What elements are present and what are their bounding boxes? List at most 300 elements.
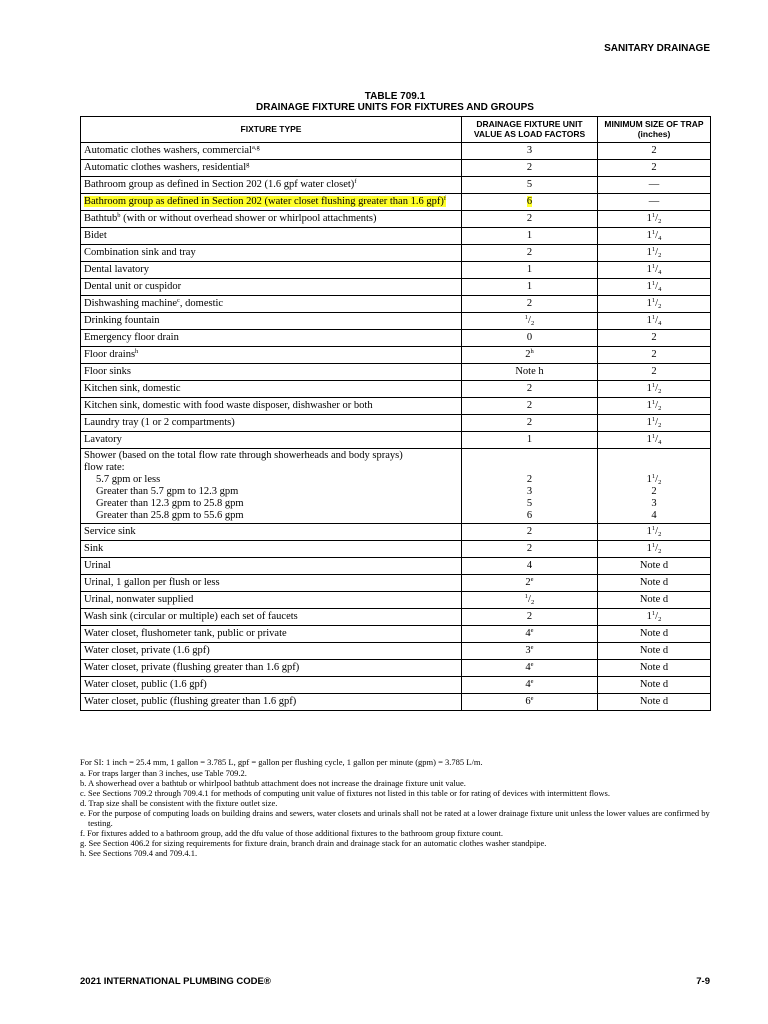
fixture-name: Automatic clothes washers, residential: [84, 162, 247, 173]
footnote-marker: e: [530, 661, 534, 668]
dfu-value: 4: [525, 679, 531, 690]
shower-flow-range: Greater than 25.8 gpm to 55.6 gpm: [96, 510, 244, 521]
trap-size-cell: $1^1/_2$: [598, 415, 711, 432]
footnote: d. Trap size shall be consistent with the fixture outlet size.: [80, 798, 278, 808]
fixture-type-cell: [81, 245, 462, 262]
table-row: [81, 296, 711, 313]
fraction-denominator: 4: [658, 269, 662, 276]
dfu-value: 6: [525, 696, 531, 707]
shower-flow-range: 5.7 gpm or less: [96, 474, 161, 485]
fraction-numerator: 1: [651, 610, 656, 617]
trap-size: 3: [651, 498, 657, 509]
dfu-value-cell: [462, 694, 598, 711]
trap-size-cell: $1^1/_2$: [598, 524, 711, 541]
trap-size-cell: $1^1/_2$: [598, 381, 711, 398]
fixture-type-cell: [81, 694, 462, 711]
dfu-value-cell: [462, 524, 598, 541]
table-row: [81, 228, 711, 245]
whole-number: 1: [646, 298, 652, 309]
footnote: g. See Section 406.2 for sizing requirements for fixture drain, branch drain and drainage stack for an automatic clothes washer standpipe.: [80, 838, 547, 848]
dfu-value-cell: [462, 609, 598, 626]
dfu-value-cell: [462, 432, 598, 449]
fixture-name: Water closet, private (flushing greater than 1.6 gpf): [84, 662, 300, 673]
fixture-name: Kitchen sink, domestic: [84, 383, 181, 394]
trap-size: Note d: [639, 560, 669, 571]
fixture-name: Water closet, private (1.6 gpf): [84, 645, 210, 656]
trap-size: 2: [651, 349, 657, 360]
dfu-value-cell: [462, 415, 598, 432]
footnote-marker: f: [354, 178, 357, 185]
fixture-name: Bathroom group as defined in Section 202 (1.6 gpf water closet): [84, 179, 355, 190]
fixture-type-cell: [81, 415, 462, 432]
table-row: [81, 347, 711, 364]
fixture-name: Dental lavatory: [84, 264, 150, 275]
shower-flow-rate-label: flow rate:: [84, 462, 125, 473]
fixture-name: Combination sink and tray: [84, 247, 196, 258]
dfu-value: 1: [526, 264, 533, 275]
fixture-name: Wash sink (circular or multiple) each set of faucets: [84, 611, 298, 622]
si-conversion-note: For SI: 1 inch = 25.4 mm, 1 gallon = 3.785 L, gpf = gallon per flushing cycle, 1 gallon per minute (gpm) = 3.785 L/m.: [80, 757, 483, 767]
whole-number: 1: [646, 434, 652, 445]
dfu-value: 2: [526, 400, 533, 411]
shower-dfu-line: [465, 498, 594, 510]
fraction-numerator: 1: [651, 473, 656, 480]
table-row: [81, 381, 711, 398]
whole-number: 1: [646, 474, 652, 485]
fixture-name: Lavatory: [84, 434, 122, 445]
dfu-value: 5: [526, 179, 533, 190]
spacer: [601, 450, 707, 462]
dfu-value: 5: [526, 498, 533, 509]
fixture-type-cell: [81, 660, 462, 677]
fraction-numerator: 1: [651, 229, 656, 236]
fixture-type-cell: [81, 262, 462, 279]
trap-size-cell: $1^1/_4$: [598, 228, 711, 245]
fraction-denominator: 2: [658, 303, 662, 310]
shower-trap-line: [601, 510, 707, 522]
fixture-type-cell: [81, 330, 462, 347]
trap-size: 2: [651, 332, 657, 343]
trap-size-cell: [598, 347, 711, 364]
footnote-list: [80, 768, 720, 858]
footnote: c. See Sections 709.2 through 709.4.1 for methods of computing unit value of fixtures not listed in this table or for rating of devices with intermittent flows.: [80, 788, 610, 798]
table-row: [81, 558, 711, 575]
highlighted-value: [527, 196, 532, 207]
dfu-value-cell: [462, 677, 598, 694]
fixture-type-cell: [81, 558, 462, 575]
fixture-type-cell: [81, 432, 462, 449]
trap-size: 4: [651, 510, 657, 521]
fixture-name: Automatic clothes washers, commercial: [84, 145, 252, 156]
footnote-marker: c: [177, 297, 180, 304]
dfu-value: 6: [526, 196, 533, 207]
fixture-name: Water closet, public (flushing greater than 1.6 gpf): [84, 696, 297, 707]
fraction-denominator: 2: [658, 405, 662, 412]
trap-size-cell: $1^1/_4$: [598, 432, 711, 449]
dfu-value-cell: [462, 194, 598, 211]
fixture-name: Bathtub: [84, 213, 118, 224]
fraction-denominator: 2: [658, 548, 662, 555]
dfu-value-cell: [462, 643, 598, 660]
fraction-numerator: 1: [651, 399, 656, 406]
dfu-value: 2: [526, 526, 533, 537]
trap-size-cell: $1^1/_4$: [598, 279, 711, 296]
trap-size: 2: [651, 366, 657, 377]
dfu-value-cell: [462, 347, 598, 364]
trap-size-cell: [598, 558, 711, 575]
dfu-value: 3: [526, 145, 533, 156]
dfu-value-cell: [462, 262, 598, 279]
whole-number: 1: [646, 383, 652, 394]
fraction-denominator: 2: [530, 320, 535, 327]
spacer: [465, 462, 594, 474]
trap-size: Note d: [639, 628, 669, 639]
table-row: [81, 609, 711, 626]
table-row: [81, 592, 711, 609]
dfu-value: Note h: [515, 366, 544, 377]
dfu-value-cell: $^1/_2$: [462, 592, 598, 609]
footnote: f. For fixtures added to a bathroom group, add the dfu value of those additional fixtures to the bathroom group fixture count.: [80, 828, 504, 838]
shower-dfu-line: [465, 486, 594, 498]
footnote-marker: a,g: [251, 144, 260, 151]
footnote: h. See Sections 709.4 and 709.4.1.: [80, 848, 198, 858]
dfu-value: 3: [525, 645, 531, 656]
fixture-type-cell: [81, 677, 462, 694]
fixture-type-cell: [81, 609, 462, 626]
fraction-denominator: 2: [658, 616, 662, 623]
fraction-denominator: 2: [530, 599, 535, 606]
fraction-numerator: 1: [651, 314, 656, 321]
shower-fixture-cell: [81, 449, 462, 524]
fixture-type-cell: [81, 398, 462, 415]
trap-size: Note d: [639, 696, 669, 707]
trap-size-cell: [598, 626, 711, 643]
fixture-type-cell: [81, 592, 462, 609]
trap-size: Note d: [639, 594, 669, 605]
dfu-value: 2: [526, 383, 533, 394]
trap-size-cell: $1^1/_2$: [598, 245, 711, 262]
fixture-type-cell: [81, 296, 462, 313]
fixture-type-cell: [81, 313, 462, 330]
table-row: [81, 245, 711, 262]
footer-title: 2021 INTERNATIONAL PLUMBING CODE®: [80, 976, 271, 987]
trap-size-cell: $1^1/_2$: [598, 541, 711, 558]
trap-size-cell: [598, 643, 711, 660]
table-row: [81, 364, 711, 381]
fixture-type-cell: [81, 279, 462, 296]
trap-size: 2: [651, 486, 657, 497]
footnote-marker: e: [530, 576, 534, 583]
dfu-value: 2: [526, 417, 533, 428]
fixture-type-cell: [81, 211, 462, 228]
shower-trap-line: $1^1/_2$: [646, 473, 662, 486]
table-row: [81, 694, 711, 711]
dfu-value: 0: [526, 332, 533, 343]
fraction-numerator: 1: [651, 246, 656, 253]
trap-size: Note d: [639, 645, 669, 656]
fixture-name: Urinal: [84, 560, 111, 571]
fixture-name: Laundry tray (1 or 2 compartments): [84, 417, 235, 428]
fraction-denominator: 4: [658, 439, 662, 446]
dfu-value: 3: [526, 486, 533, 497]
footnotes: [80, 757, 720, 858]
whole-number: 1: [646, 264, 652, 275]
whole-number: 1: [646, 417, 652, 428]
fraction-denominator: 2: [658, 252, 662, 259]
dfu-value-cell: [462, 279, 598, 296]
dfu-value-cell: [462, 330, 598, 347]
trap-size-cell: [598, 592, 711, 609]
trap-size-cell: [598, 160, 711, 177]
fixture-type-cell: [81, 160, 462, 177]
trap-size-cell: $1^1/_2$: [598, 296, 711, 313]
fixture-type-cell: [81, 364, 462, 381]
fraction-denominator: 2: [658, 388, 662, 395]
dfu-value-cell: [462, 143, 598, 160]
dfu-value-cell: [462, 245, 598, 262]
table-body: [81, 143, 711, 711]
section-header: SANITARY DRAINAGE: [604, 43, 710, 54]
table-title: DRAINAGE FIXTURE UNITS FOR FIXTURES AND GROUPS: [256, 102, 534, 113]
table-row: [81, 279, 711, 296]
table-row: [81, 677, 711, 694]
fixture-name: Floor drains: [84, 349, 136, 360]
trap-size-cell: $1^1/_2$: [598, 398, 711, 415]
fixture-type-cell: [81, 626, 462, 643]
table-row: [81, 432, 711, 449]
fixture-name: Dishwashing machine: [84, 298, 178, 309]
dfu-value: 2: [525, 349, 531, 360]
fixture-type-cell: [81, 228, 462, 245]
table-row: [81, 643, 711, 660]
fixture-name-rest: , domestic: [179, 298, 224, 309]
fixture-name: Bidet: [84, 230, 107, 241]
dfu-value-cell: [462, 228, 598, 245]
dfu-value: 2: [526, 611, 533, 622]
fraction-numerator: 1: [651, 416, 656, 423]
fixture-name: Service sink: [84, 526, 136, 537]
footnote-marker: e: [530, 627, 534, 634]
dfu-value-cell: [462, 296, 598, 313]
dfu-value-cell: [462, 660, 598, 677]
fixture-name: Dental unit or cuspidor: [84, 281, 182, 292]
dfu-value: 6: [526, 510, 533, 521]
whole-number: 1: [646, 526, 652, 537]
table-row: [81, 313, 711, 330]
shower-row: [81, 449, 711, 524]
fraction-denominator: 2: [658, 531, 662, 538]
dfu-value-cell: [462, 541, 598, 558]
fixture-type-cell: [81, 575, 462, 592]
footnote-marker: e: [530, 695, 534, 702]
table-row: [81, 160, 711, 177]
drainage-fixture-units-table: [80, 116, 711, 711]
fixture-type-cell: [81, 194, 462, 211]
fixture-type-cell: [81, 143, 462, 160]
spacer: [465, 450, 594, 462]
whole-number: 1: [646, 281, 652, 292]
fixture-name: Kitchen sink, domestic with food waste disposer, dishwasher or both: [84, 400, 373, 411]
dfu-value-cell: [462, 558, 598, 575]
table-header-row: [81, 117, 711, 143]
fixture-type-cell: [81, 524, 462, 541]
whole-number: 1: [646, 315, 652, 326]
shower-flow-range: Greater than 12.3 gpm to 25.8 gpm: [96, 498, 244, 509]
footnote-marker: b: [117, 212, 121, 219]
dfu-value: 1: [526, 230, 533, 241]
table-row: [81, 415, 711, 432]
trap-size-cell: [598, 575, 711, 592]
table-row: [81, 194, 711, 211]
trap-size-cell: [598, 694, 711, 711]
table-row: [81, 626, 711, 643]
trap-size: Note d: [639, 662, 669, 673]
fixture-name: Urinal, 1 gallon per flush or less: [84, 577, 220, 588]
fixture-name: Bathroom group as defined in Section 202 (water closet flushing greater than 1.6 gpf): [84, 196, 444, 207]
trap-size-cell: [598, 677, 711, 694]
whole-number: 1: [646, 213, 652, 224]
dfu-value-cell: [462, 160, 598, 177]
fixture-name: Water closet, flushometer tank, public or private: [84, 628, 287, 639]
dfu-value-cell: $^1/_2$: [462, 313, 598, 330]
table-row: [81, 524, 711, 541]
shower-dfu-line: [465, 474, 594, 486]
trap-size-cell: $1^1/_4$: [598, 313, 711, 330]
fixture-name: Drinking fountain: [84, 315, 160, 326]
fraction-denominator: 4: [658, 320, 662, 327]
table-row: [81, 398, 711, 415]
table-number: TABLE 709.1: [364, 91, 426, 102]
page-number: 7-9: [696, 976, 710, 987]
dfu-value: 1: [526, 434, 533, 445]
footnote-marker: e: [530, 644, 534, 651]
dfu-value: 2: [526, 162, 533, 173]
trap-size: —: [648, 179, 660, 190]
shower-dfu-line: [465, 510, 594, 522]
table-row: [81, 575, 711, 592]
fraction-denominator: 2: [658, 479, 662, 486]
table-title-block: [80, 91, 710, 113]
footnote: a. For traps larger than 3 inches, use Table 709.2.: [80, 768, 247, 778]
table-row: [81, 330, 711, 347]
dfu-value-cell: [462, 575, 598, 592]
table-row: [81, 660, 711, 677]
fixture-type-cell: [81, 177, 462, 194]
column-header-dfu: DRAINAGE FIXTURE UNIT VALUE AS LOAD FACTORS: [462, 117, 598, 143]
footnote-marker: g: [246, 161, 250, 168]
table-row: [81, 211, 711, 228]
highlighted-text: [84, 196, 446, 207]
dfu-value-cell: [462, 381, 598, 398]
fixture-name: Emergency floor drain: [84, 332, 179, 343]
dfu-value-cell: [462, 211, 598, 228]
fraction-denominator: 4: [658, 286, 662, 293]
trap-size-cell: [598, 143, 711, 160]
fraction-numerator: 1: [524, 314, 529, 321]
trap-size-cell: $1^1/_2$: [598, 609, 711, 626]
dfu-value: 2: [525, 577, 531, 588]
trap-size: 2: [651, 145, 657, 156]
table-row: [81, 143, 711, 160]
fraction-numerator: 1: [651, 263, 656, 270]
dfu-value: 1: [526, 281, 533, 292]
dfu-value-cell: [462, 177, 598, 194]
trap-size-cell: [598, 177, 711, 194]
footnote: b. A showerhead over a bathtub or whirlpool bathtub attachment does not increase the drainage fixture unit value.: [80, 778, 466, 788]
trap-size: 2: [651, 162, 657, 173]
fixture-type-cell: [81, 381, 462, 398]
trap-size-cell: [598, 364, 711, 381]
fixture-name: Water closet, public (1.6 gpf): [84, 679, 207, 690]
fraction-numerator: 1: [651, 382, 656, 389]
dfu-value: 4: [525, 662, 531, 673]
fraction-numerator: 1: [651, 212, 656, 219]
trap-size: —: [648, 196, 660, 207]
whole-number: 1: [646, 611, 652, 622]
fixture-type-cell: [81, 347, 462, 364]
dfu-value-cell: [462, 398, 598, 415]
dfu-value: 2: [526, 474, 533, 485]
whole-number: 1: [646, 400, 652, 411]
fraction-denominator: 4: [658, 235, 662, 242]
footnote: e. For the purpose of computing loads on building drains and sewers, water closets and urinals shall not be rated at a lower drainage fixture unit unless the lower values are confirmed by testing.: [80, 808, 710, 828]
shower-flow-range: Greater than 5.7 gpm to 12.3 gpm: [96, 486, 239, 497]
fixture-name: Urinal, nonwater supplied: [84, 594, 194, 605]
whole-number: 1: [646, 247, 652, 258]
column-header-trap-size: MINIMUM SIZE OF TRAP (inches): [598, 117, 711, 143]
fixture-type-cell: [81, 643, 462, 660]
shower-dfu-cell: [462, 449, 598, 524]
trap-size-cell: [598, 194, 711, 211]
fraction-numerator: 1: [651, 525, 656, 532]
shower-trap-line: [601, 498, 707, 510]
footnote-marker: e: [530, 678, 534, 685]
table-row: [81, 177, 711, 194]
dfu-value: 4: [525, 628, 531, 639]
fraction-denominator: 2: [658, 422, 662, 429]
trap-size-cell: $1^1/_2$: [598, 211, 711, 228]
trap-size-cell: $1^1/_4$: [598, 262, 711, 279]
fixture-name: Sink: [84, 543, 104, 554]
dfu-value: 2: [526, 247, 533, 258]
table-row: [81, 262, 711, 279]
dfu-value: 2: [526, 543, 533, 554]
fixture-type-cell: [81, 541, 462, 558]
whole-number: 1: [646, 543, 652, 554]
footnote-marker: f: [443, 195, 446, 202]
shower-trap-cell: [598, 449, 711, 524]
fraction-numerator: 1: [524, 593, 529, 600]
fraction-denominator: 2: [658, 218, 662, 225]
whole-number: 1: [646, 230, 652, 241]
fixture-name: Floor sinks: [84, 366, 131, 377]
fraction-numerator: 1: [651, 297, 656, 304]
dfu-value-cell: [462, 364, 598, 381]
dfu-value-cell: [462, 626, 598, 643]
shower-trap-line: [601, 486, 707, 498]
dfu-value: 4: [526, 560, 533, 571]
column-header-fixture-type: FIXTURE TYPE: [81, 117, 462, 143]
trap-size: Note d: [639, 577, 669, 588]
shower-description: Shower (based on the total flow rate through showerheads and body sprays): [84, 450, 403, 461]
table-row: [81, 541, 711, 558]
fraction-numerator: 1: [651, 542, 656, 549]
fraction-numerator: 1: [651, 280, 656, 287]
dfu-value: 2: [526, 298, 533, 309]
dfu-value: 2: [526, 213, 533, 224]
footnote-marker: h: [135, 348, 139, 355]
footnote-marker: h: [530, 348, 534, 355]
